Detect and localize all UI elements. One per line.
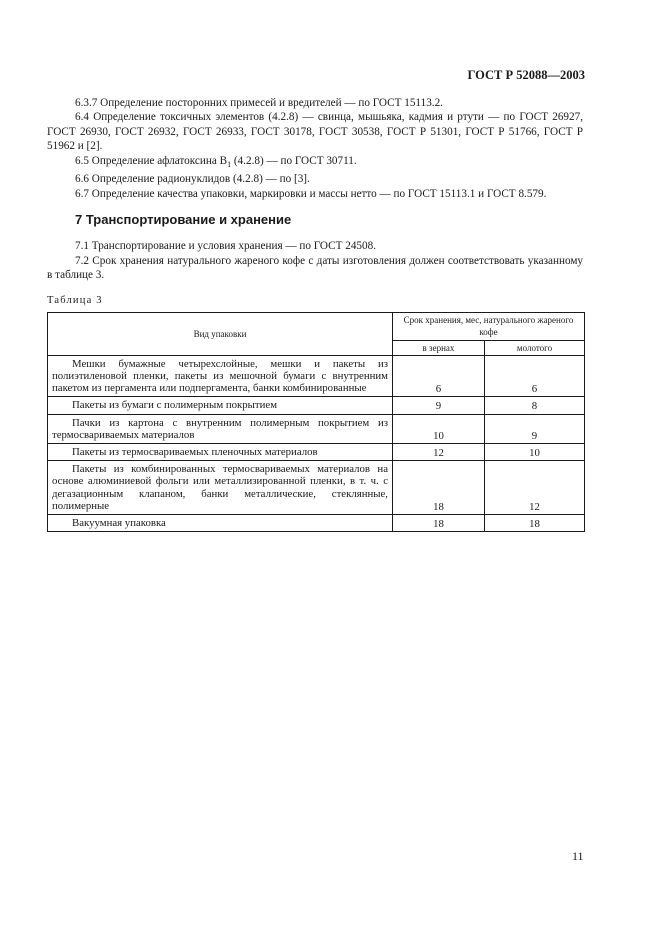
paragraph-7-1: 7.1 Транспортирование и условия хранения — по ГОСТ 24508. (75, 240, 377, 253)
page-number: 11 (572, 849, 584, 863)
row-ground-months: 10 (484, 443, 584, 460)
table-body (48, 355, 585, 531)
row-ground-months: 18 (484, 514, 584, 531)
paragraph-6-5-subscript: 1 (227, 159, 232, 169)
header-shelf-life: Срок хранения, мес, натурального жареного кофе (393, 313, 585, 340)
row-ground-months: 6 (484, 355, 584, 397)
table-row (48, 443, 585, 460)
paragraph-6-5-rest: (4.2.8) — по ГОСТ 30711. (231, 154, 357, 167)
row-packaging-name: Пачки из картона с внутренним полимерным покрытием из термосвариваемых материалов (48, 414, 393, 443)
row-packaging-name: Вакуумная упаковка (48, 514, 393, 531)
row-packaging-name: Пакеты из бумаги с полимерным покрытием (48, 397, 393, 414)
table-row (48, 461, 585, 515)
table-caption: Таблица 3 (47, 294, 103, 306)
row-packaging-name: Мешки бумажные четырехслойные, мешки и пакеты из полиэтиленовой пленки, пакеты из мешочной бумаги с внутренним пакетом из пергамента или подпергамента, банки комбинированные (48, 355, 393, 397)
section-7-title: 7 Транспортирование и хранение (75, 212, 292, 228)
page-content (47, 96, 583, 532)
header-packaging: Вид упаковки (48, 313, 393, 356)
row-ground-months: 9 (484, 414, 584, 443)
row-beans-months: 18 (393, 461, 485, 515)
header-beans: в зернах (393, 340, 485, 355)
row-ground-months: 12 (484, 461, 584, 515)
paragraph-7-2: 7.2 Срок хранения натурального жареного кофе с даты изготовления должен соответствовать указанному в таблице 3. (47, 254, 583, 282)
row-beans-months: 12 (393, 443, 485, 460)
row-beans-months: 10 (393, 414, 485, 443)
paragraph-6-7: 6.7 Определение качества упаковки, маркировки и массы нетто — по ГОСТ 15113.1 и ГОСТ 8.579. (75, 187, 547, 200)
row-beans-months: 6 (393, 355, 485, 397)
table-header-row (48, 313, 585, 340)
table-row (48, 514, 585, 531)
row-packaging-name: Пакеты из комбинированных термосвариваемых материалов на основе алюминиевой фольги или металлизированной пленки, в т. ч. с дегазационным клапаном, банки металлические, стеклянные, полимерные (48, 461, 393, 515)
document-header: ГОСТ Р 52088—2003 (467, 68, 585, 82)
paragraph-6-5 (47, 154, 583, 173)
table-row (48, 414, 585, 443)
paragraph-6-6: 6.6 Определение радионуклидов (4.2.8) — по [3]. (75, 173, 310, 186)
table-row (48, 355, 585, 397)
table-3 (47, 312, 585, 532)
row-beans-months: 9 (393, 397, 485, 414)
paragraph-6-4: 6.4 Определение токсичных элементов (4.2.8) — свинца, мышьяка, кадмия и ртути — по ГОСТ 26927, ГОСТ 26930, ГОСТ 26932, ГОСТ 26933, ГОСТ 30178, ГОСТ 30538, ГОСТ Р 51301, ГОСТ Р 51766, ГОСТ Р 51962 и [2]. (47, 111, 583, 153)
header-ground: молотого (484, 340, 584, 355)
paragraph-6-5-text: 6.5 Определение афлатоксина B (75, 154, 228, 167)
table-row (48, 397, 585, 414)
row-ground-months: 8 (484, 397, 584, 414)
paragraph-6-3-7: 6.3.7 Определение посторонних примесей и вредителей — по ГОСТ 15113.2. (75, 97, 443, 109)
row-beans-months: 18 (393, 514, 485, 531)
row-packaging-name: Пакеты из термосвариваемых пленочных материалов (48, 443, 393, 460)
